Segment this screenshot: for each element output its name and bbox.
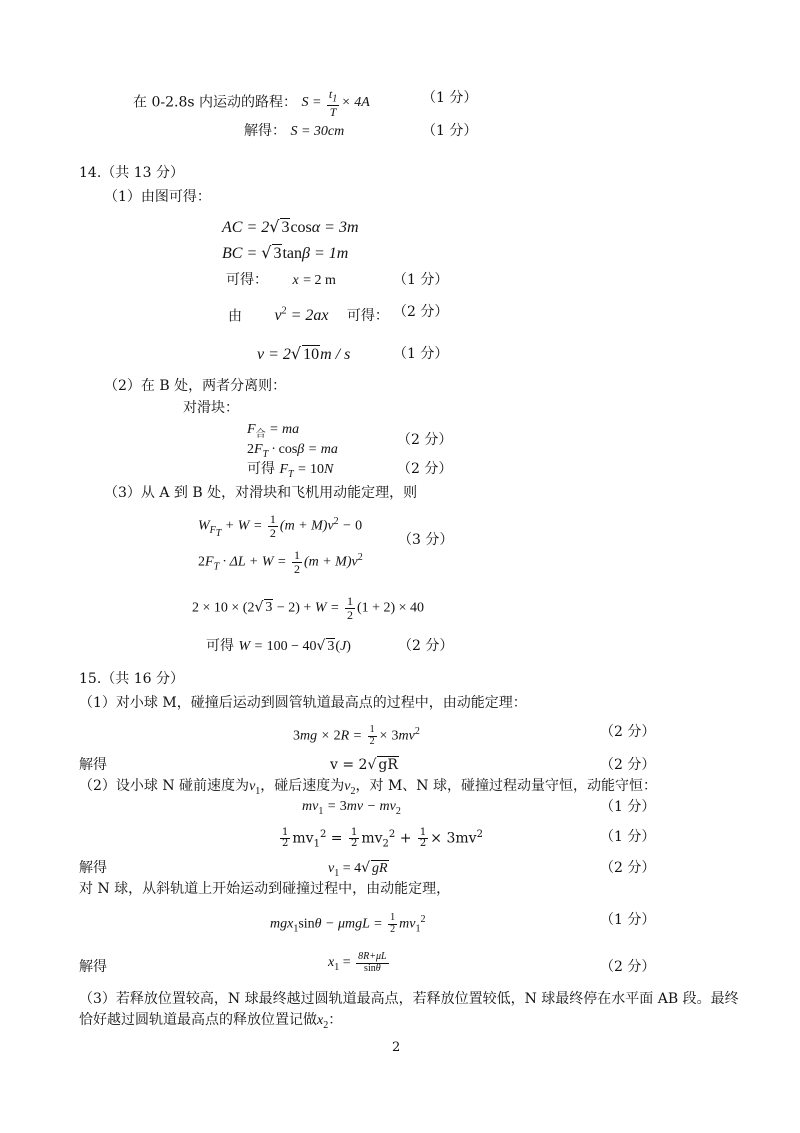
top-line-1: [133, 88, 370, 118]
formula-f-net: $F_合$ = ma: [247, 422, 300, 440]
formula-v: v = 2√ 10m / s: [257, 344, 351, 363]
formula-work-energy-3: 2 × 10 × (2√ 3 − 2) + W = $\frac{1}{2}$ (1 + 2) × 40: [192, 594, 425, 622]
score: （1 分）: [600, 799, 656, 815]
score: （3 分）: [398, 532, 454, 548]
q15-part3-line2: 恰好越过圆轨道最高点的释放位置记做$x_2$：: [79, 1012, 343, 1031]
score: （1 分）: [422, 123, 478, 139]
formula-ac: AC = 2√ 3cosα = 3m: [222, 217, 359, 236]
formula-momentum: $mv_1 = 3mv - mv_2$: [302, 799, 401, 817]
formula-energy-m: 3mg × 2R = $\frac{1}{2}$ × $3mv^2$: [293, 724, 420, 747]
score: （2 分）: [397, 461, 453, 477]
score: （1 分）: [393, 346, 449, 362]
q15-part2-heading: （2）设小球 N 碰前速度为$v_1$，碰后速度为$v_2$，对 M、N 球，碰撞过程动量守恒，动能守恒：: [79, 778, 657, 797]
heading-part: ，碰后速度为: [260, 778, 345, 794]
score: （2 分）: [397, 432, 453, 448]
heading-part: ，对 M、N 球，碰撞过程动量守恒，动能守恒：: [355, 778, 657, 794]
by-label: 由: [228, 308, 242, 325]
score: （1 分）: [600, 912, 656, 928]
formula-work-energy-1: $W_{F_T} + W$ = $\frac{1}{2}$ $(m + M)v^2 - 0$: [198, 512, 363, 540]
score: （2 分）: [600, 724, 656, 740]
q14-part3-heading: （3）从 A 到 B 处，对滑块和飞机用动能定理，则: [104, 485, 418, 501]
formula-kinetic: $\frac{1}{2}$ $mv_1^2$ = $\frac{1}{2}$ $mv_2^2$ + $\frac{1}{2}$ × $3mv^2$: [282, 826, 483, 850]
formula-result-s: S = 30cm: [290, 124, 345, 139]
heading-part: （2）设小球 N 碰前速度为: [79, 778, 250, 794]
result-label: 可得: [206, 638, 234, 654]
score: （2 分）: [600, 757, 656, 773]
score: （2 分）: [398, 638, 454, 654]
q14-result-w: 可得 W = 100 − 40√ 3(J): [206, 638, 351, 654]
score: （1 分）: [600, 829, 656, 845]
solve-label: 解得: [79, 757, 107, 773]
q15-heading: 15.（共 16 分）: [79, 671, 184, 687]
q14-heading: 14.（共 13 分）: [79, 165, 184, 181]
result-label: 可得：: [226, 272, 268, 288]
formula-v-m: v = 2√ gR: [330, 757, 398, 773]
formula-work-energy-2: $2F_T \cdot \Delta L + W$ = $\frac{1}{2}$ $(m + M)v^2$: [198, 548, 363, 576]
top-line-2: [244, 121, 344, 142]
formula-path: S = $\frac{t_1}{T}$ × 4A: [301, 87, 370, 119]
score: （2 分）: [393, 304, 449, 320]
q15-part3-line1: （3）若释放位置较高，N 球最终越过圆轨道最高点，若释放位置较低，N 球最终停在水平面 AB 段。最终: [79, 991, 739, 1007]
part3-text: 恰好越过圆轨道最高点的释放位置记做: [79, 1012, 317, 1028]
path-length-label: 在 0-2.8s 内运动的路程：: [133, 94, 297, 111]
q14-part1-heading: （1）由图可得：: [104, 189, 211, 205]
score: （2 分）: [600, 959, 656, 975]
solve-label: 解得: [79, 860, 107, 876]
q15-n-ball-text: 对 N 球，从斜轨道上开始运动到碰撞过程中，由动能定理，: [79, 881, 451, 897]
score: （2 分）: [600, 860, 656, 876]
formula-x1: $x_1$ = $\frac{8R+\mu L}{\sin\theta}$: [328, 951, 387, 974]
page-number: 2: [392, 1040, 401, 1055]
formula-v1: $v_1 = 4√$ gR: [328, 860, 388, 879]
score: （1 分）: [393, 272, 449, 288]
then-label: 可得：: [346, 308, 389, 325]
score: （1 分）: [422, 90, 478, 106]
formula-bc: BC = √ 3tanβ = 1m: [222, 243, 349, 262]
result-label: 可得: [247, 461, 275, 477]
q14-slider-label: 对滑块：: [183, 400, 239, 416]
solve-label: 解得：: [244, 123, 286, 139]
solve-label: 解得: [79, 959, 107, 975]
q14-result-ft: 可得 $F_T = 10N$: [247, 461, 334, 480]
formula-energy-n: mgx$_1$sinθ − μmgL = $\frac{1}{2}$ $mv_1^2$: [270, 912, 426, 935]
q14-part2-heading: （2）在 B 处，两者分离则：: [104, 378, 287, 394]
q14-result-x: 可得： x = 2 m: [226, 272, 336, 288]
formula-ft-cos: $2F_T \cdot \cos\beta$ = ma: [247, 442, 338, 460]
q14-kinematics: 由 $v^2 = 2ax$ 可得：: [228, 306, 389, 325]
q15-part1-heading: （1）对小球 M，碰撞后运动到圆管轨道最高点的过程中，由动能定理：: [79, 695, 527, 711]
